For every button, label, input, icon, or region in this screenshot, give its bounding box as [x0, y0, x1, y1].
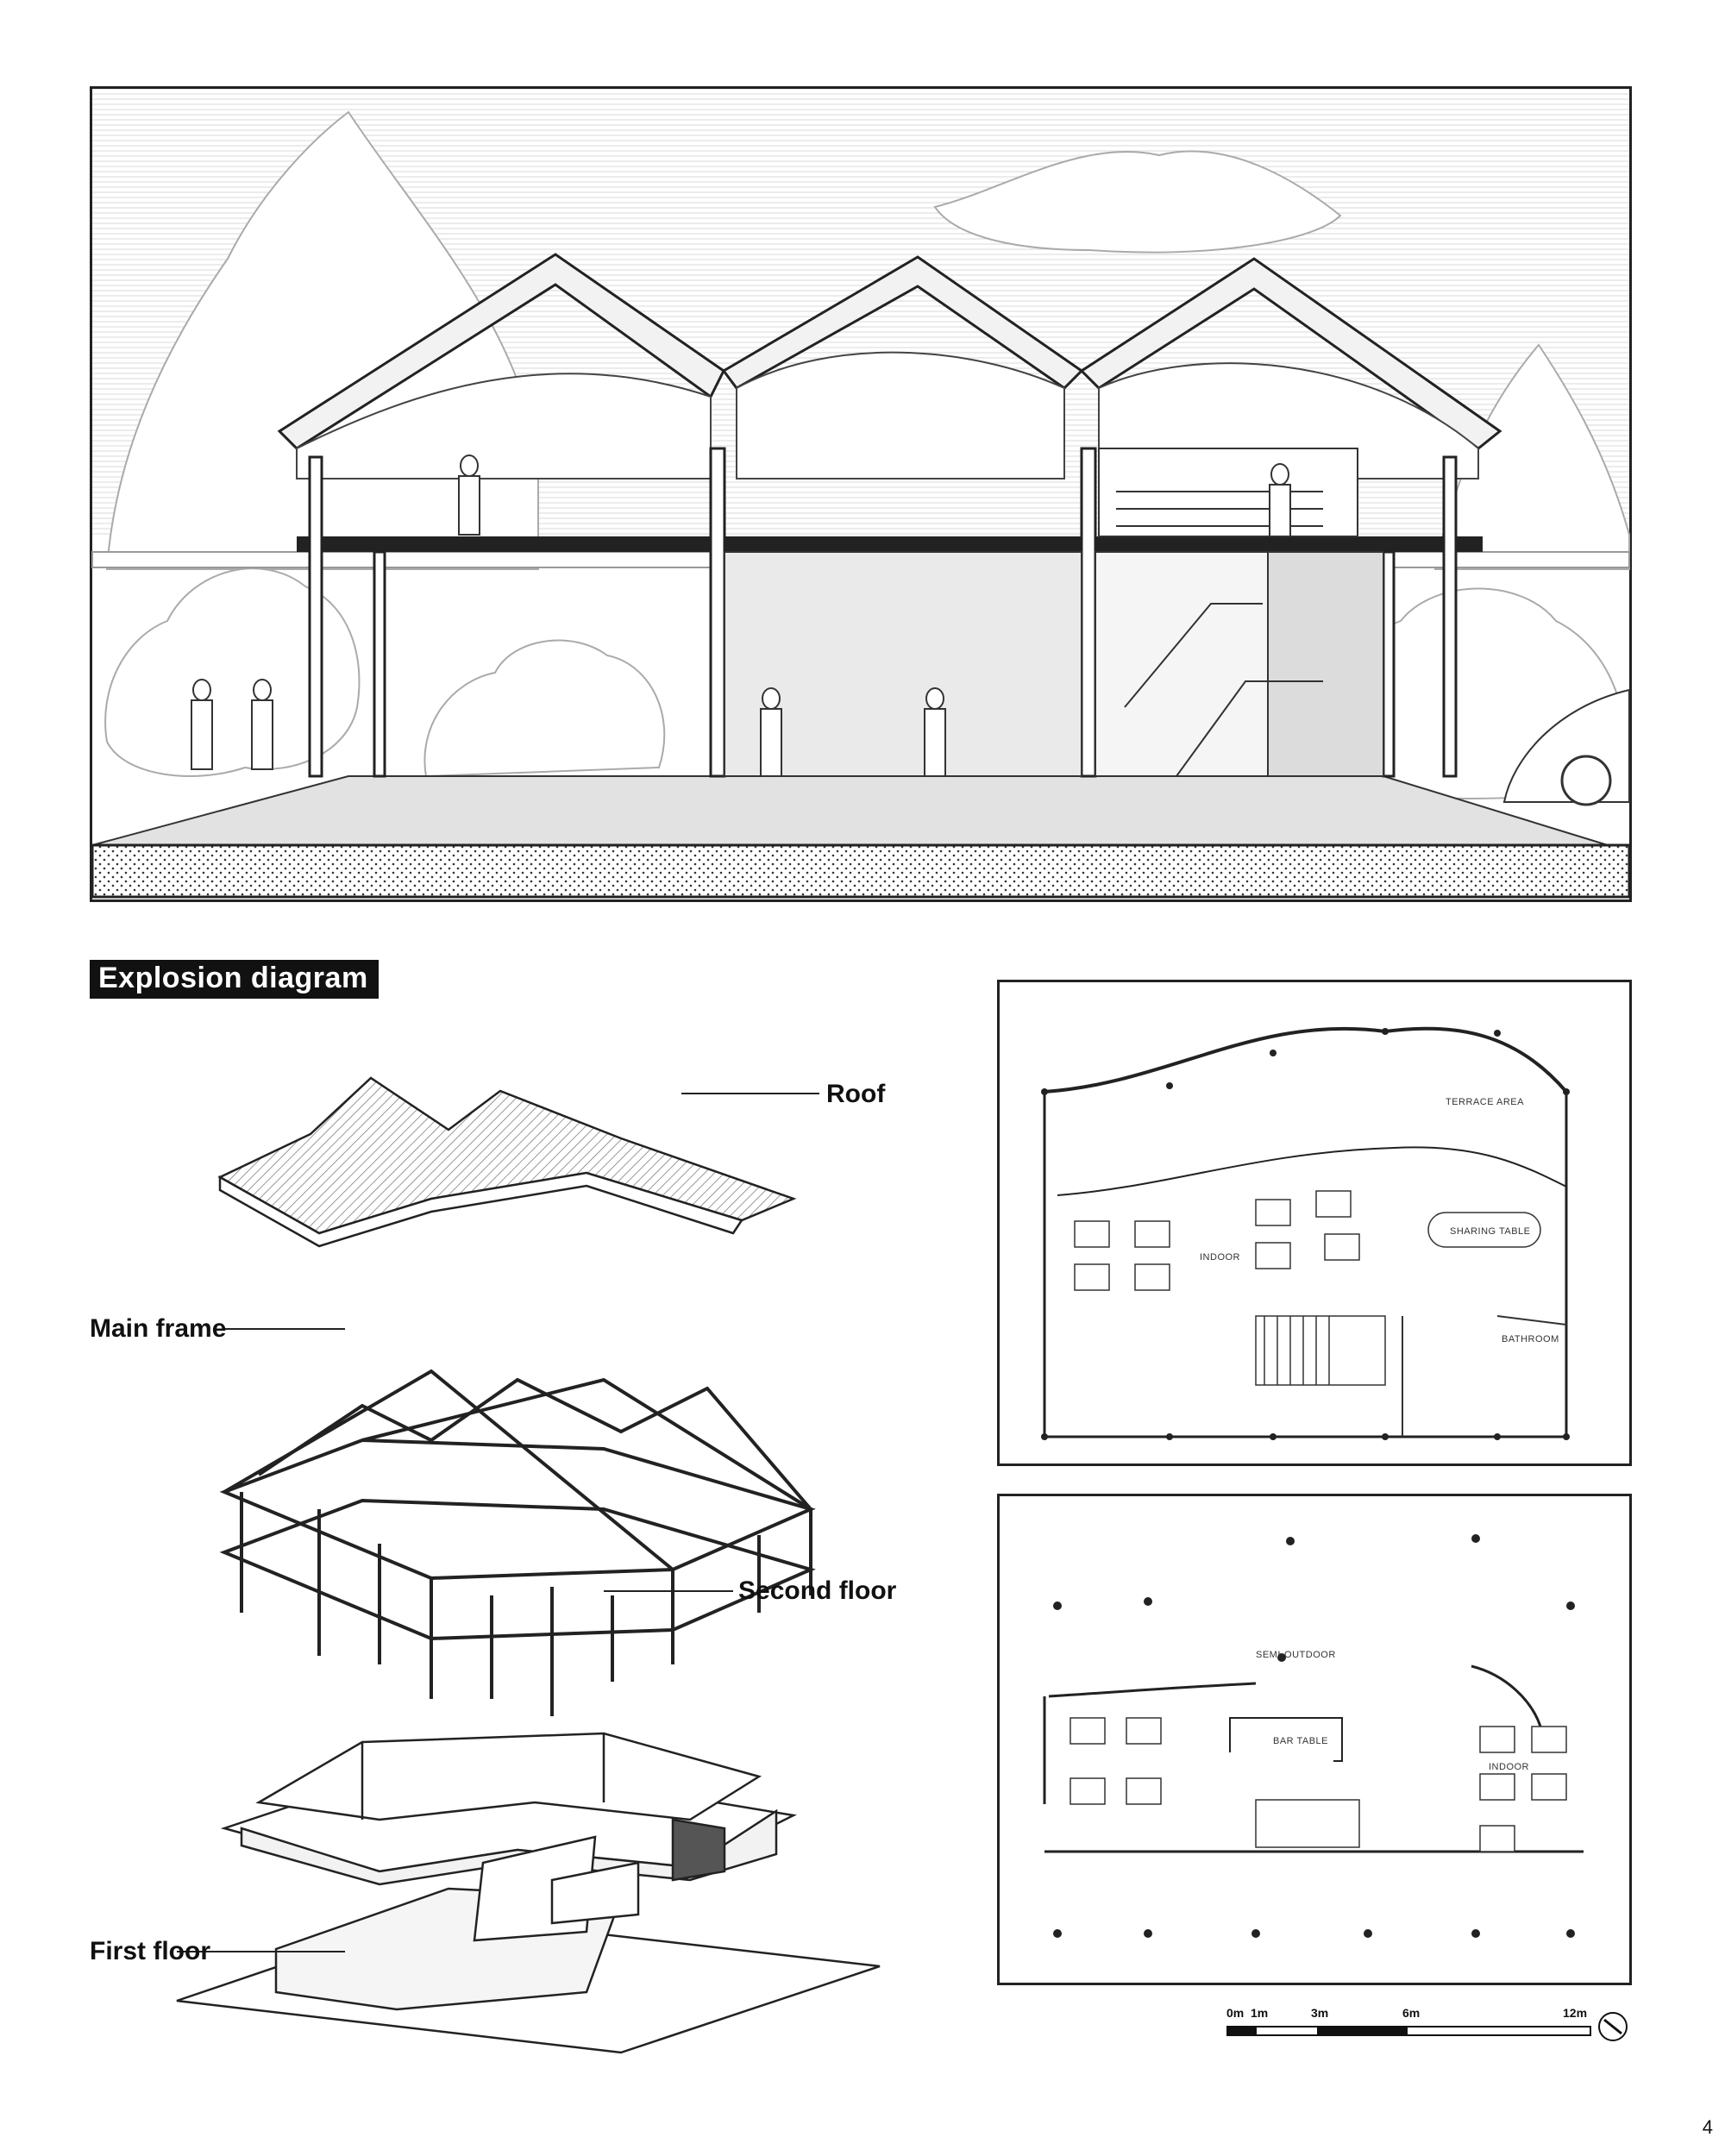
section-perspective-drawing: [90, 86, 1632, 902]
indoor-label-lower: INDOOR: [1489, 1762, 1529, 1772]
bathroom-label: BATHROOM: [1502, 1334, 1559, 1344]
scale-tick-6m: 6m: [1402, 2006, 1421, 2020]
bar-table-label: BAR TABLE: [1273, 1736, 1329, 1746]
scale-tick-3m: 3m: [1311, 2006, 1329, 2020]
upper-floor-plan: [997, 980, 1632, 1466]
explosion-diagram-title: Explosion diagram: [90, 960, 379, 999]
semi-outdoor-label: SEMI-OUTDOOR: [1256, 1650, 1336, 1660]
main-frame-label: Main frame: [90, 1314, 227, 1343]
scale-tick-0m: 0m: [1226, 2006, 1245, 2020]
scale-bar: [1226, 2006, 1606, 2047]
north-arrow-icon: [1596, 2009, 1630, 2044]
terrace-area-label: TERRACE AREA: [1446, 1097, 1524, 1107]
scale-tick-12m: 12m: [1563, 2006, 1588, 2020]
main-frame-layer: [224, 1371, 811, 1716]
indoor-label-upper: INDOOR: [1200, 1252, 1240, 1263]
sharing-table-label: SHARING TABLE: [1450, 1226, 1531, 1237]
scale-tick-1m: 1m: [1251, 2006, 1269, 2020]
explosion-diagram: [172, 1061, 914, 2061]
page-number: 4: [1702, 2116, 1713, 2138]
roof-layer: [220, 1078, 794, 1246]
lower-floor-plan: [997, 1494, 1632, 1985]
roof-label: Roof: [826, 1080, 886, 1108]
first-floor-label: First floor: [90, 1937, 210, 1965]
second-floor-label: Second floor: [738, 1576, 897, 1605]
